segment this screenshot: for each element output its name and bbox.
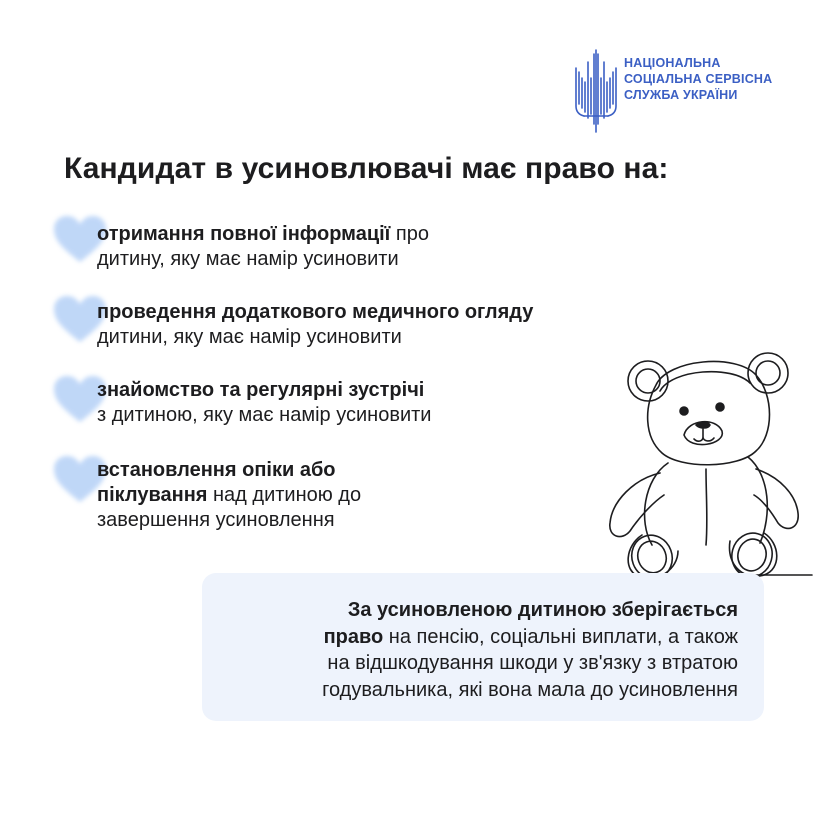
teddy-bear-illustration xyxy=(560,345,820,585)
right-regular: дитини, яку має намір усиновити xyxy=(97,326,402,348)
note-box xyxy=(202,573,764,721)
right-bold: отримання повної інформації xyxy=(97,223,391,245)
right-text xyxy=(97,378,431,428)
logo-line: СОЦІАЛЬНА СЕРВІСНА xyxy=(624,72,773,86)
note-bold: За усиновленою дитиною зберігається xyxy=(347,599,738,621)
right-bold: встановлення опіки або xyxy=(97,459,336,481)
right-regular: над дитиною до xyxy=(207,484,362,506)
note-bold: право xyxy=(323,625,384,648)
right-bold: піклування xyxy=(97,484,208,506)
right-regular: з дитиною, яку має намір усиновити xyxy=(97,404,432,426)
logo-line: СЛУЖБА УКРАЇНИ xyxy=(624,88,738,102)
right-text xyxy=(97,222,429,272)
logo-line: НАЦІОНАЛЬНА xyxy=(624,56,721,70)
right-text xyxy=(97,300,533,350)
page-title: Кандидат в усиновлювачі має право на: xyxy=(64,152,669,185)
logo-wordmark xyxy=(624,55,772,103)
right-regular: про xyxy=(390,223,429,245)
note-line: на відшкодування шкоди у зв'язку з втратою xyxy=(327,652,738,674)
trident-barcode-icon xyxy=(574,48,618,134)
right-text xyxy=(97,458,361,533)
right-bold: проведення додаткового медичного огляду xyxy=(97,301,534,323)
nsss-logo xyxy=(574,48,772,134)
right-regular: завершення усиновлення xyxy=(97,509,335,531)
note-regular: на пенсію, соціальні виплати, а також xyxy=(383,625,738,648)
note-line: годувальника, які вона мала до усиновлення xyxy=(322,678,738,701)
right-bold: знайомство та регулярні зустрічі xyxy=(97,379,425,401)
right-regular: дитину, яку має намір усиновити xyxy=(97,248,399,270)
note-text xyxy=(322,597,738,703)
